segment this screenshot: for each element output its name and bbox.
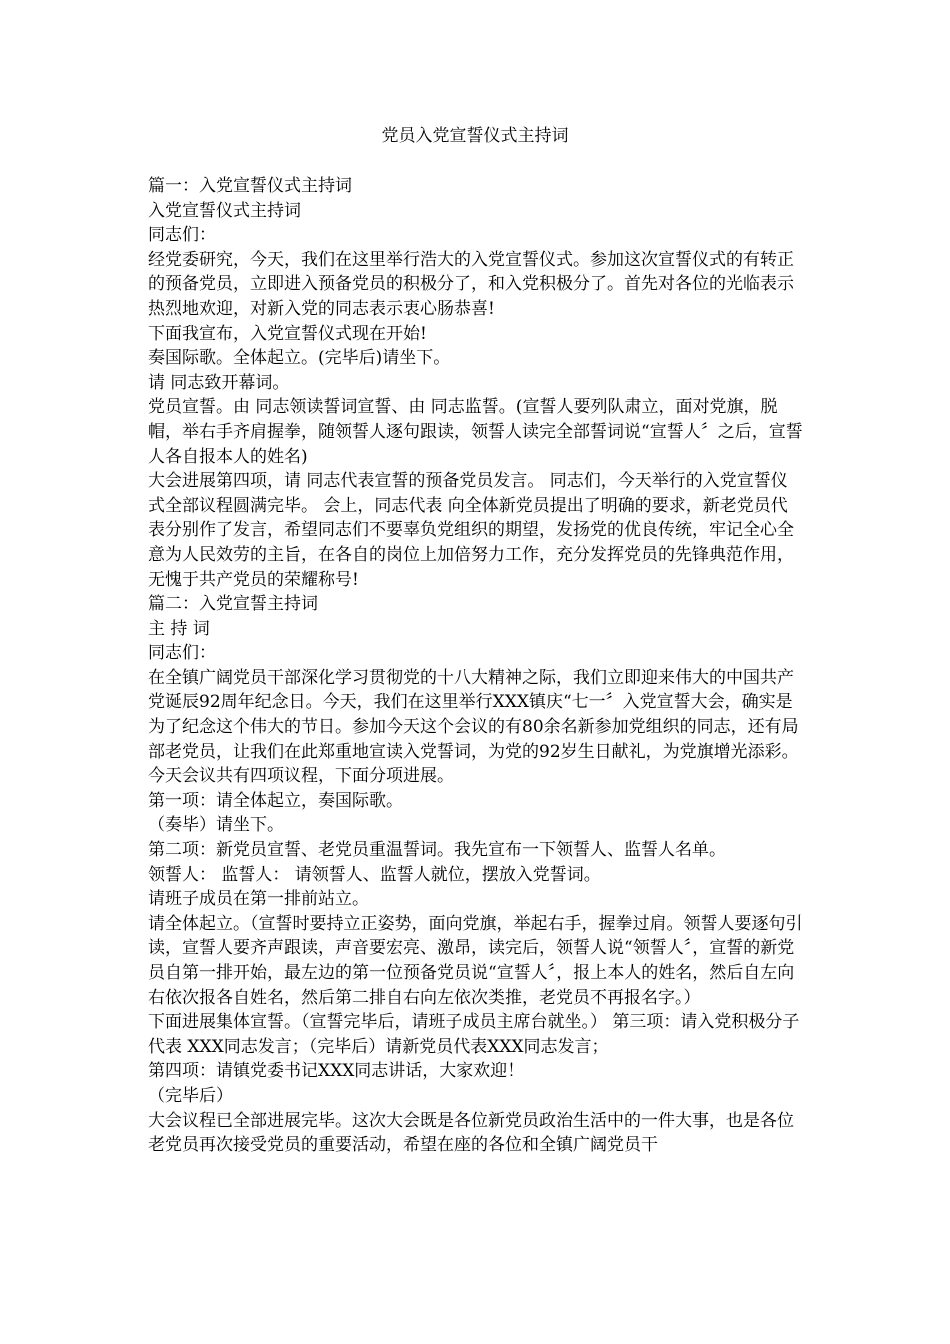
paragraph: 同志们：: [148, 643, 216, 664]
paragraph: 第一项：请全体起立，奏国际歌。: [148, 790, 403, 811]
paragraph: 同志们：: [148, 225, 216, 246]
paragraph: 今天会议共有四项议程，下面分项进展。: [148, 766, 454, 787]
paragraph: 经党委研究，今天，我们在这里举行浩大的入党宣誓仪式。参加这次宣誓仪式的有转正的预备党员，立即进入预备党员的积极分了，和入党积极分了。首先对各位的光临表示热烈地欢迎，对新入党的同志表示衷心肠恭喜!: [148, 249, 794, 319]
paragraph: 篇一：入党宣誓仪式主持词: [148, 176, 352, 196]
paragraph: 篇二：入党宣誓主持词: [148, 594, 318, 615]
paragraph: 请全体起立。（宣誓时要持立正姿势，面向党旗，举起右手，握拳过肩。领誓人要逐句引读，宣誓人要齐声跟读，声音要宏亮、激昂，读完后，领誓人说“领誓人〞，宣誓的新党员自第一排开始，最左边的第一位预备党员说“宣誓人〞，报上本人的姓名，然后自左向右依次报各自姓名，然后第二排自右向左依次类推，老党员不再报名字。）: [148, 913, 803, 1008]
paragraph: 第四项：请镇党委书记XXX同志讲话，大家欢迎！: [148, 1061, 525, 1082]
paragraph: 主 持 词: [148, 618, 210, 639]
document-title: 党员入党宣誓仪式主持词: [381, 126, 569, 146]
paragraph: 请 同志致开幕词。: [148, 372, 290, 393]
paragraph: 入党宣誓仪式主持词: [148, 200, 301, 221]
paragraph: 第二项：新党员宣誓、老党员重温誓词。我先宣布一下领誓人、监誓人名单。: [148, 840, 726, 861]
paragraph: 大会进展第四项，请 同志代表宣誓的预备党员发言。 同志们，今天举行的入党宣誓仪式全部议程圆满完毕。 会上，同志代表 向全体新党员提出了明确的要求，新老党员代表分别作了发言，希望同志们不要辜负党组织的期望，发扬党的优良传统，牢记全心全意为人民效劳的主旨，在各自的岗位上加倍努力工作，充分发挥党员的先锋典范作用，无愧于共产党员的荣耀称号!: [148, 471, 794, 590]
paragraph: （奏毕）请坐下。: [148, 815, 284, 836]
paragraph: 下面我宣布，入党宣誓仪式现在开始!: [148, 323, 427, 344]
paragraph: 在全镇广阔党员干部深化学习贯彻党的十八大精神之际，我们立即迎来伟大的中国共产党诞辰92周年纪念日。今天，我们在这里举行XXX镇庆“七一〞入党宣誓大会，确实是为了纪念这个伟大的节日。参加今天这个会议的有80余名新参加党组织的同志，还有局部老党员，让我们在此郑重地宣读入党誓词，为党的92岁生日献礼，为党旗增光添彩。: [148, 667, 799, 762]
paragraph: （完毕后）: [148, 1085, 233, 1106]
paragraph: 奏国际歌。全体起立。(完毕后)请坐下。: [148, 348, 451, 369]
paragraph: 领誓人： 监誓人： 请领誓人、监誓人就位，摆放入党誓词。: [148, 864, 601, 885]
paragraph: 党员宣誓。由 同志领读誓词宣誓、由 同志监誓。(宣誓人要列队肃立，面对党旗，脱帽，举右手齐肩握拳，随领誓人逐句跟读，领誓人读完全部誓词说“宣誓人〞之后，宣誓人各自报本人的姓名): [148, 397, 803, 467]
paragraph: 大会议程已全部进展完毕。这次大会既是各位新党员政治生活中的一件大事，也是各位老党员再次接受党员的重要活动，希望在座的各位和全镇广阔党员干: [148, 1110, 794, 1156]
paragraph: 请班子成员在第一排前站立。: [148, 889, 369, 910]
paragraph: 下面进展集体宣誓。（宣誓完毕后，请班子成员主席台就坐。） 第三项：请入党积极分子代表 XXX同志发言；（完毕后）请新党员代表XXX同志发言；: [148, 1012, 800, 1057]
document-body: [148, 174, 804, 1158]
